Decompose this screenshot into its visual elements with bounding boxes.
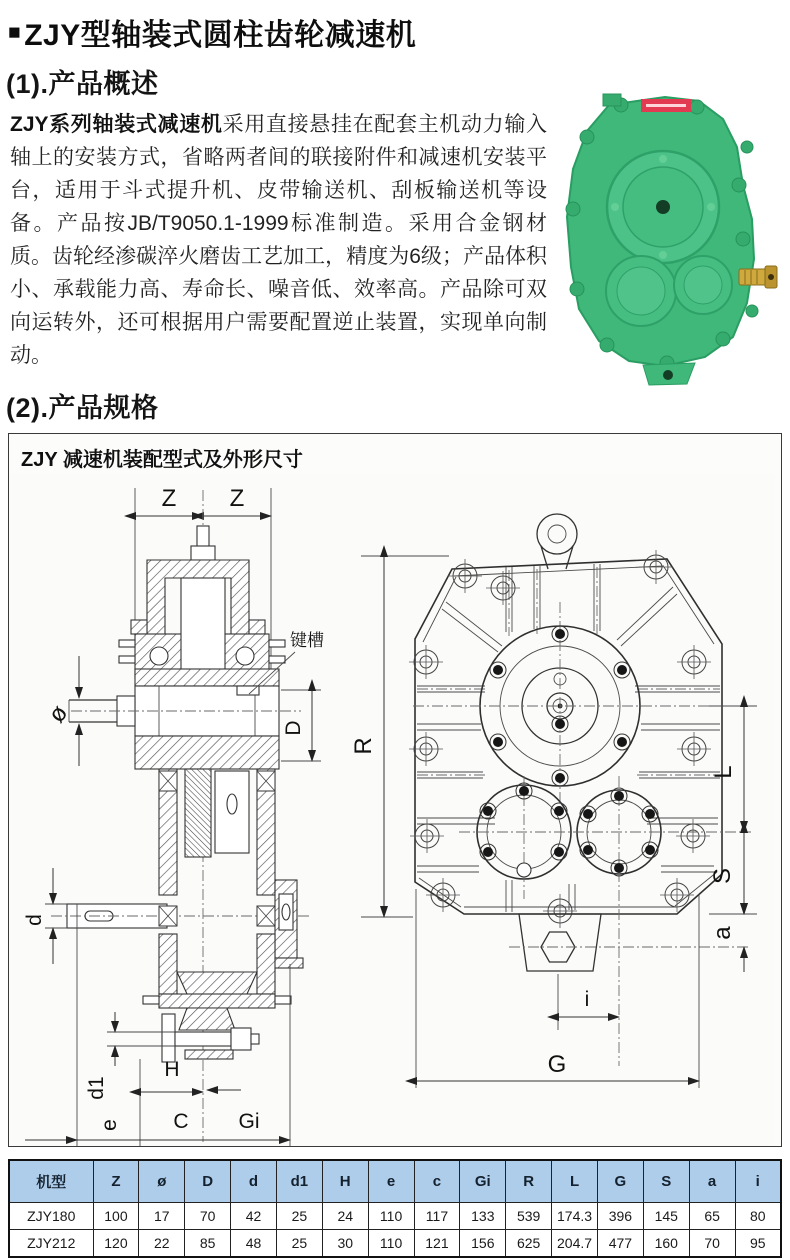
dim-label-s: S	[709, 867, 736, 885]
keyway-label: 键槽	[290, 631, 324, 650]
dim-label-gi: Gi	[238, 1110, 260, 1133]
table-cell: 110	[368, 1230, 414, 1258]
product-overview-paragraph	[10, 108, 547, 372]
table-row	[9, 1230, 781, 1258]
table-cell: 24	[322, 1203, 368, 1230]
table-cell: 25	[276, 1203, 322, 1230]
table-cell: 95	[735, 1230, 781, 1258]
table-cell: 48	[231, 1230, 277, 1258]
header-cell: c	[414, 1160, 460, 1203]
table-cell: 539	[506, 1203, 552, 1230]
dim-label-h: H	[164, 1058, 180, 1081]
table-cell: 22	[139, 1230, 185, 1258]
lower-right-boss-inner	[684, 266, 722, 304]
table-cell: 133	[460, 1203, 506, 1230]
table-cell: 70	[689, 1230, 735, 1258]
dim-label-l: L	[710, 765, 737, 779]
table-cell: 117	[414, 1203, 460, 1230]
lower-left-boss-inner	[617, 267, 665, 315]
table-cell: ZJY212	[9, 1230, 93, 1258]
table-cell: 477	[597, 1230, 643, 1258]
drawing-background	[9, 474, 775, 1146]
table-cell: 17	[139, 1203, 185, 1230]
table-cell: 625	[506, 1230, 552, 1258]
header-cell: 机型	[9, 1160, 93, 1203]
table-cell: 396	[597, 1203, 643, 1230]
dim-label-c: C	[173, 1110, 189, 1133]
header-cell: S	[643, 1160, 689, 1203]
dim-label-z-left: Z	[161, 485, 177, 512]
header-cell: ø	[139, 1160, 185, 1203]
product-photo-illustration	[547, 88, 783, 390]
table-cell: 156	[460, 1230, 506, 1258]
table-cell: 42	[231, 1203, 277, 1230]
table-cell: 30	[322, 1230, 368, 1258]
table-cell: 204.7	[552, 1230, 598, 1258]
table-cell: 80	[735, 1203, 781, 1230]
table-cell: 110	[368, 1203, 414, 1230]
dim-label-r: R	[350, 737, 377, 755]
header-cell: G	[597, 1160, 643, 1203]
section2-heading: (2).产品规格	[6, 393, 159, 423]
assembly-drawing	[9, 474, 775, 1146]
table-cell: 174.3	[552, 1203, 598, 1230]
header-cell: e	[368, 1160, 414, 1203]
table-cell: 85	[185, 1230, 231, 1258]
section1-heading: (1).产品概述	[6, 69, 159, 99]
paragraph-lead: ZJY系列轴装式减速机	[10, 113, 223, 136]
table-cell: 120	[93, 1230, 139, 1258]
header-cell: H	[322, 1160, 368, 1203]
dim-label-d1: d1	[85, 1076, 108, 1100]
table-row	[9, 1203, 781, 1230]
center-hole	[656, 200, 670, 214]
dim-label-phi: ø	[42, 700, 74, 728]
table-cell: 145	[643, 1203, 689, 1230]
table-cell: 65	[689, 1203, 735, 1230]
header-cell: Gi	[460, 1160, 506, 1203]
dim-label-d-upper: D	[282, 720, 305, 736]
spec-box-title: ZJY 减速机装配型式及外形尺寸	[21, 449, 303, 471]
table-cell: 70	[185, 1203, 231, 1230]
header-cell: d1	[276, 1160, 322, 1203]
foot-hole	[663, 370, 673, 380]
header-cell: d	[231, 1160, 277, 1203]
spec-box	[8, 433, 782, 1147]
header-cell: R	[506, 1160, 552, 1203]
table-cell: 160	[643, 1230, 689, 1258]
header-cell: D	[185, 1160, 231, 1203]
dim-label-z-right: Z	[229, 485, 245, 512]
header-cell: Z	[93, 1160, 139, 1203]
output-shaft	[739, 266, 777, 288]
product-photo	[547, 88, 783, 390]
dim-label-a: a	[709, 926, 736, 940]
dim-label-d-lower: d	[23, 914, 46, 926]
dim-label-g: G	[547, 1051, 567, 1078]
table-cell: 121	[414, 1230, 460, 1258]
dim-label-i: i	[584, 988, 590, 1011]
header-cell: a	[689, 1160, 735, 1203]
table-cell: 25	[276, 1230, 322, 1258]
title-bullet-icon: ■	[8, 20, 22, 44]
table-cell: ZJY180	[9, 1203, 93, 1230]
table-cell: 100	[93, 1203, 139, 1230]
page-title-text: ZJY型轴装式圆柱齿轮减速机	[24, 19, 417, 52]
header-cell: i	[735, 1160, 781, 1203]
spec-table	[8, 1159, 782, 1258]
page-title	[8, 10, 782, 54]
red-nameplate	[641, 99, 691, 112]
top-stub	[603, 94, 621, 106]
paragraph-body: 采用直接悬挂在配套主机动力输入轴上的安装方式，省略两者间的联接附件和减速机安装平台，适用于斗式提升机、皮带输送机、刮板输送机等设备。产品按JB/T9050.1-1999标准制造。采用合金钢材质。齿轮经渗碳淬火磨齿工艺加工，精度为6级；产品体积小、承载能力高、寿命长、噪音低、效率高。产品除可双向运转外，还可根据用户需要配置逆止装置，实现单向制动。	[10, 113, 548, 367]
dim-label-e: e	[98, 1119, 121, 1131]
header-cell: L	[552, 1160, 598, 1203]
table-header-row	[9, 1160, 781, 1203]
